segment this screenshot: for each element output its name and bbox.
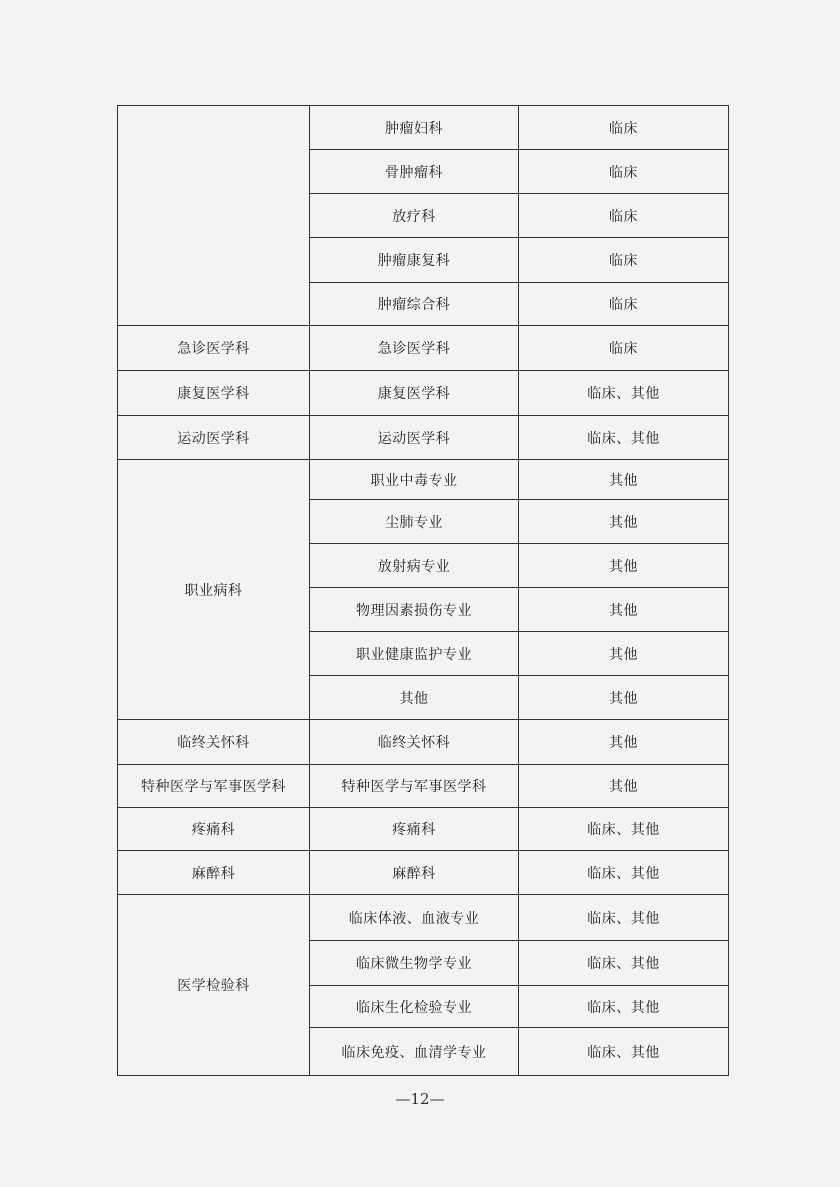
specialty-cell: 放射病专业: [310, 544, 519, 588]
type-cell: 其他: [519, 632, 729, 676]
specialty-cell: 肿瘤康复科: [310, 238, 519, 283]
specialty-cell: 康复医学科: [310, 371, 519, 416]
type-cell: 临床、其他: [519, 1028, 729, 1076]
category-cell: 特种医学与军事医学科: [118, 765, 310, 808]
specialty-cell: 特种医学与军事医学科: [310, 765, 519, 808]
specialty-cell: 物理因素损伤专业: [310, 588, 519, 632]
table-row: [118, 851, 729, 895]
category-cell: 疼痛科: [118, 808, 310, 851]
specialty-cell: 临床微生物学专业: [310, 941, 519, 986]
specialty-cell: 疼痛科: [310, 808, 519, 851]
specialty-cell: 临床免疫、血清学专业: [310, 1028, 519, 1076]
type-cell: 临床、其他: [519, 986, 729, 1028]
type-cell: 临床、其他: [519, 371, 729, 416]
type-cell: 其他: [519, 500, 729, 544]
type-cell: 临床、其他: [519, 941, 729, 986]
type-cell: 临床: [519, 326, 729, 371]
category-cell: 职业病科: [118, 460, 310, 720]
table-row: [118, 808, 729, 851]
specialty-cell: 其他: [310, 676, 519, 720]
specialty-cell: 运动医学科: [310, 416, 519, 460]
table-row: [118, 371, 729, 416]
table-row: [118, 416, 729, 460]
specialty-cell: 急诊医学科: [310, 326, 519, 371]
type-cell: 其他: [519, 765, 729, 808]
specialty-cell: 骨肿瘤科: [310, 150, 519, 194]
type-cell: 临床: [519, 238, 729, 283]
category-cell: 运动医学科: [118, 416, 310, 460]
type-cell: 其他: [519, 588, 729, 632]
table-row: [118, 720, 729, 765]
type-cell: 临床: [519, 150, 729, 194]
table-row: [118, 106, 729, 150]
specialty-cell: 肿瘤妇科: [310, 106, 519, 150]
type-cell: 临床、其他: [519, 416, 729, 460]
table-row: [118, 895, 729, 941]
type-cell: 临床: [519, 106, 729, 150]
page-number: —12—: [395, 1090, 445, 1108]
specialty-cell: 肿瘤综合科: [310, 283, 519, 326]
category-cell: 临终关怀科: [118, 720, 310, 765]
specialty-cell: 临床生化检验专业: [310, 986, 519, 1028]
type-cell: 其他: [519, 720, 729, 765]
specialty-cell: 放疗科: [310, 194, 519, 238]
type-cell: 其他: [519, 676, 729, 720]
category-cell: 急诊医学科: [118, 326, 310, 371]
specialty-cell: 临终关怀科: [310, 720, 519, 765]
category-cell: [118, 106, 310, 326]
table-body: [118, 106, 729, 1076]
type-cell: 临床、其他: [519, 808, 729, 851]
category-cell: 医学检验科: [118, 895, 310, 1076]
type-cell: 临床、其他: [519, 851, 729, 895]
specialty-cell: 职业健康监护专业: [310, 632, 519, 676]
specialty-cell: 尘肺专业: [310, 500, 519, 544]
table-row: [118, 460, 729, 500]
type-cell: 临床、其他: [519, 895, 729, 941]
type-cell: 临床: [519, 194, 729, 238]
specialty-cell: 麻醉科: [310, 851, 519, 895]
specialty-cell: 职业中毒专业: [310, 460, 519, 500]
type-cell: 其他: [519, 460, 729, 500]
department-table: [117, 105, 729, 1076]
category-cell: 康复医学科: [118, 371, 310, 416]
category-cell: 麻醉科: [118, 851, 310, 895]
type-cell: 其他: [519, 544, 729, 588]
table-row: [118, 326, 729, 371]
specialty-cell: 临床体液、血液专业: [310, 895, 519, 941]
table-row: [118, 765, 729, 808]
type-cell: 临床: [519, 283, 729, 326]
